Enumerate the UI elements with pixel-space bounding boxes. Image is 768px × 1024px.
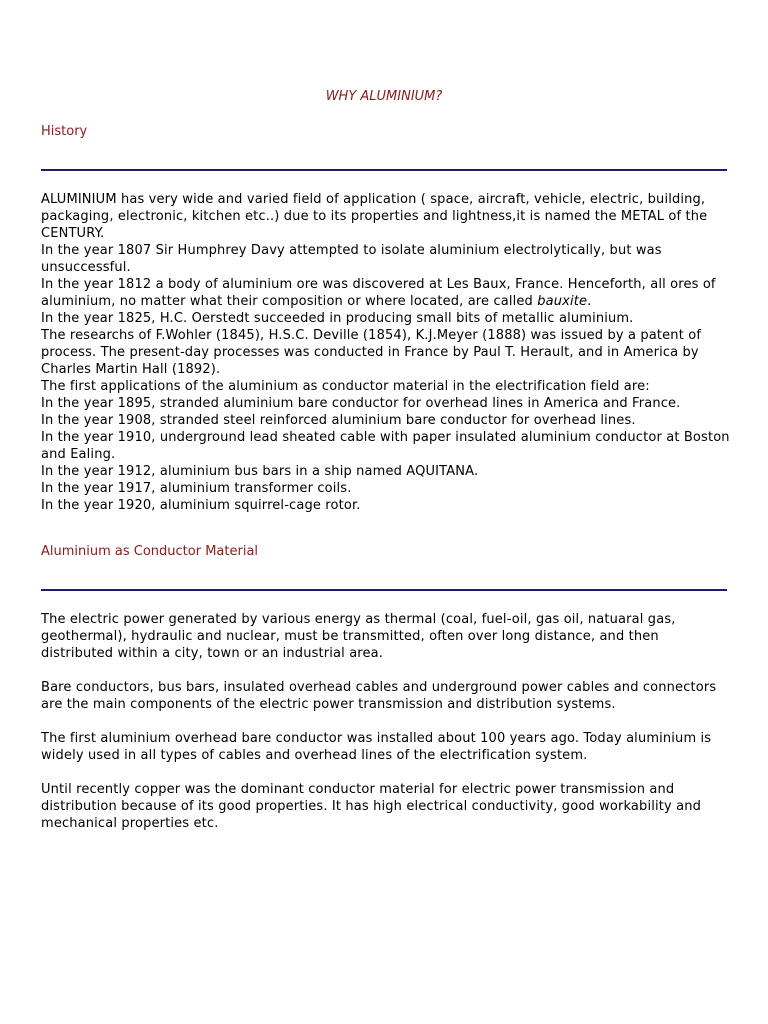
paragraph: The first aluminium overhead bare conductor was installed about 100 years ago. Today aluminium is widely used in all types of cables and overhead lines of the electrification system. xyxy=(41,731,712,763)
paragraph: In the year 1912, aluminium bus bars in a ship named AQUITANA. xyxy=(41,464,479,479)
paragraph: Bare conductors, bus bars, insulated overhead cables and underground power cables and connectors are the main components of the electric power transmission and distribution systems. xyxy=(41,680,717,712)
paragraph-tail: . xyxy=(587,294,592,309)
paragraph: The first applications of the aluminium as conductor material in the electrification field are: xyxy=(41,379,650,394)
paragraph: In the year 1917, aluminium transformer coils. xyxy=(41,481,352,496)
section-heading-history: History xyxy=(41,124,88,139)
paragraph: The electric power generated by various energy as thermal (coal, fuel-oil, gas oil, natuaral gas, geothermal), hydraulic and nuclear, must be transmitted, often over long distance, and then distributed within a city, town or an industrial area. xyxy=(41,612,676,661)
paragraph: In the year 1895, stranded aluminium bare conductor for overhead lines in America and France. xyxy=(41,396,681,411)
paragraph: In the year 1910, underground lead sheated cable with paper insulated aluminium conductor at Boston and Ealing. xyxy=(41,430,730,462)
document-title: WHY ALUMINIUM? xyxy=(325,89,443,104)
section-divider xyxy=(41,169,727,171)
paragraph xyxy=(41,276,733,310)
paragraph: ALUMINIUM has very wide and varied field of application ( space, aircraft, vehicle, electric, building, packaging, electronic, kitchen etc..) due to its properties and lightness,it is named the METAL of the CENTURY. xyxy=(41,192,708,241)
paragraph: In the year 1920, aluminium squirrel-cage rotor. xyxy=(41,498,361,513)
section-heading-conductor-material: Aluminium as Conductor Material xyxy=(41,544,259,559)
paragraph: Until recently copper was the dominant conductor material for electric power transmission and distribution because of its good properties. It has high electrical conductivity, good workability and mechanical properties etc. xyxy=(41,782,702,831)
paragraph-text: In the year 1812 a body of aluminium ore was discovered at Les Baux, France. Henceforth, all ores of aluminium, no matter what their composition or where located, are called xyxy=(41,277,716,309)
conductor-material-body xyxy=(41,611,733,832)
paragraph-emphasis: bauxite xyxy=(537,294,588,309)
paragraph: In the year 1825, H.C. Oerstedt succeeded in producing small bits of metallic aluminium. xyxy=(41,311,634,326)
paragraph: The researchs of F.Wohler (1845), H.S.C. Deville (1854), K.J.Meyer (1888) was issued by a patent of process. The present-day processes was conducted in France by Paul T. Herault, and in America by Charles Martin Hall (1892). xyxy=(41,328,702,377)
history-body xyxy=(41,191,733,514)
paragraph: In the year 1908, stranded steel reinforced aluminium bare conductor for overhead lines. xyxy=(41,413,636,428)
section-divider xyxy=(41,589,727,591)
paragraph: In the year 1807 Sir Humphrey Davy attempted to isolate aluminium electrolytically, but was unsuccessful. xyxy=(41,243,662,275)
